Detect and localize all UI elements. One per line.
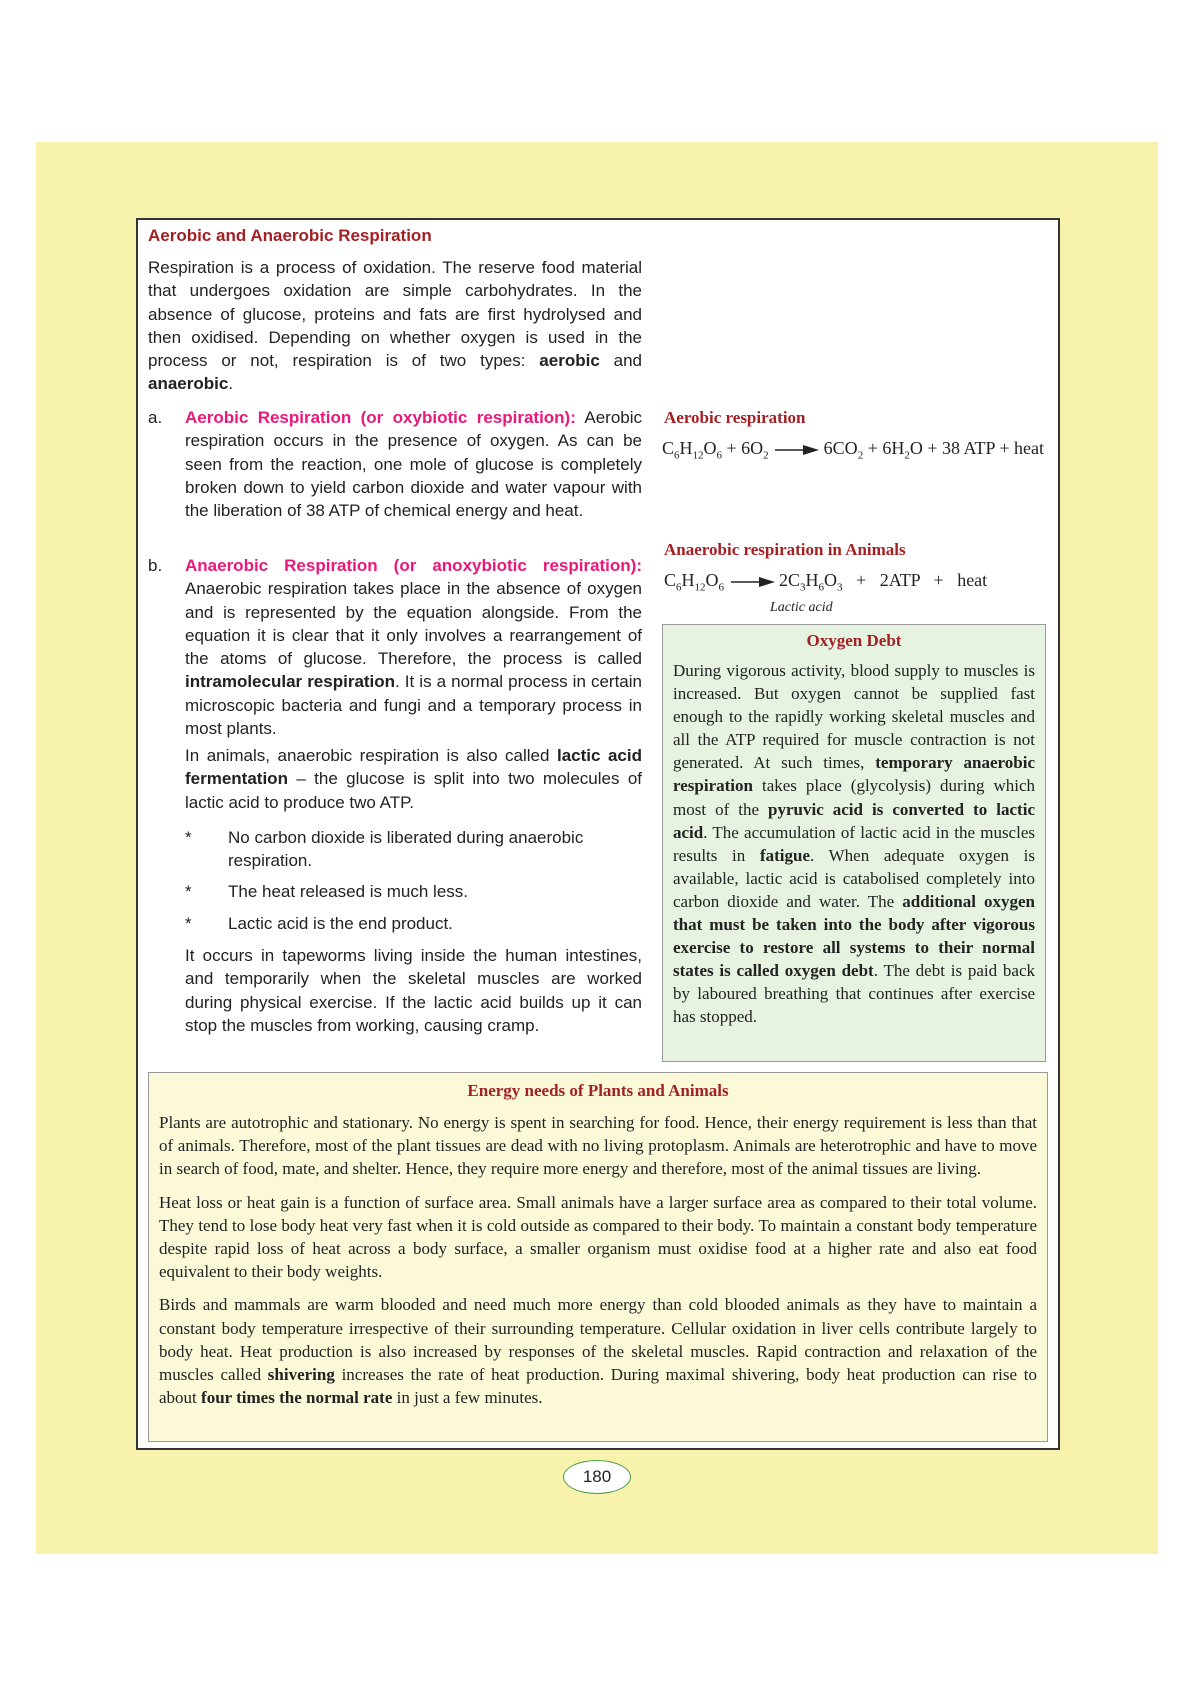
energy-paragraph-1: Plants are autotrophic and stationary. No energy is spent in searching for food. Hence, their energy requirement is less than that of animals. Therefore, most of the plant tissues are dead with no living protoplasm. Animals are heterotrophic and have to move in search of food, mate, and shelter. Hence, they require more energy and therefore, most of the animal tissues are living. [159, 1113, 1037, 1179]
tapeworm-paragraph: It occurs in tapeworms living inside the human intestines, and temporarily when the skeletal muscles are worked during physical exercise. If the lactic acid builds up it can stop the muscles from working, causing cramp. [185, 946, 642, 1035]
od-bold-1: temporary anaerobic respiration [673, 753, 1036, 796]
content-frame [136, 218, 1060, 1450]
aerobic-tail: + 38 ATP + heat [927, 438, 1044, 458]
anaerobic-item-text-end: . It is a normal process in certain microscopic bacteria and fungi and a temporary process in most plants. [185, 672, 642, 739]
aerobic-item-heading: Aerobic Respiration (or oxybiotic respiration): [185, 408, 576, 427]
anaerobic-item-heading: Anaerobic Respiration (or anoxybiotic respiration): [185, 556, 642, 575]
intro-text: Respiration is a process of oxidation. The reserve food material that undergoes oxidation are simple carbohydrates. In the absence of glucose, proteins and fats are first hydrolysed and then oxidised. Depending on whether oxygen is used in the process or not, respiration is of two types: [148, 258, 642, 371]
bullet-text: The heat released is much less. [228, 882, 469, 901]
bullet-star: * [185, 914, 192, 933]
intro-bold-anaerobic: anaerobic [148, 374, 229, 394]
aerobic-item-text: Aerobic respiration occurs in the presence of oxygen. As can be seen from the reaction, one mole of glucose is completely broken down to yield carbon dioxide and water vapour with the liberation of 38 ATP of chemical energy and heat. [185, 408, 642, 521]
bullet-star: * [185, 882, 192, 901]
aerobic-equation: $C_6H_{12}O_6 + 6O_2$ $6CO_2 + 6H_2O + 38$ ATP + heat [662, 438, 1044, 462]
energy-needs-title: Energy needs of Plants and Animals [467, 1081, 729, 1100]
energy-p3-bold-1: shivering [267, 1365, 335, 1385]
energy-p3-text-1: Birds and mammals are warm blooded and need much more energy than cold blooded animals as they have to maintain a constant body temperature irrespective of their surrounding temperature. Cellular oxidation in liver cells contribute largely to body heat. Heat production is also increased by responses of the skeletal muscles. Rapid contraction and relaxation of the muscles called [159, 1295, 1037, 1385]
bullet-text: Lactic acid is the end product. [228, 914, 453, 933]
intro-bold-aerobic: aerobic [539, 351, 600, 371]
bullet-item [185, 912, 642, 935]
od-text-3: . The accumulation of lactic acid in the muscles results in [673, 822, 1035, 865]
intro-paragraph [148, 256, 642, 396]
animals-bold: lactic acid fermentation [185, 746, 642, 789]
od-bold-2: pyruvic acid is converted to lactic acid [673, 799, 1035, 842]
intro-and: and [613, 351, 642, 371]
anaerobic-item-bold: intramolecular respiration [185, 672, 396, 692]
energy-p3-text-2: increases the rate of heat production. During maximal shivering, body heat production can rise to about [159, 1365, 1037, 1408]
anaerobic-item-text: Anaerobic respiration takes place in the absence of oxygen and is represented by the equation alongside. From the equation it is clear that it only involves a rearrangement of the atoms of glucose. Therefore, the process is called [185, 579, 642, 669]
od-bold-4: additional oxygen that must be taken into the body after vigorous exercise to restore all systems to their normal states is called oxygen debt [673, 891, 1035, 981]
anaerobic-heat: heat [957, 570, 988, 590]
oxygen-debt-text [673, 659, 1035, 1029]
energy-p3-text-3: in just a few minutes. [396, 1388, 543, 1408]
animals-text: In animals, anaerobic respiration is also called [185, 746, 550, 765]
reaction-arrow-icon [729, 577, 775, 587]
energy-p3-bold-2: four times the normal rate [201, 1388, 393, 1408]
od-text-1: During vigorous activity, blood supply to muscles is increased. But oxygen cannot be supplied fast enough to the rapidly working skeletal muscles and all the ATP required for muscle contraction is not generated. At such times, [673, 661, 1035, 773]
animals-text-end: – the glucose is split into two molecules of lactic acid to produce two ATP. [185, 769, 642, 812]
oxygen-debt-box [662, 624, 1046, 1062]
lactic-acid-label: Lactic acid [770, 600, 833, 615]
aerobic-equation-title: Aerobic respiration [664, 408, 806, 427]
anaerobic-item [148, 554, 642, 740]
bullet-item [185, 826, 642, 873]
od-text-2: takes place (glycolysis) during which most of the [673, 776, 1035, 819]
reaction-arrow-icon [773, 445, 819, 455]
anaerobic-item-label: b. [148, 556, 163, 575]
od-text-5: . The debt is paid back by laboured breathing that continues after exercise has stopped. [673, 961, 1036, 1027]
bullet-text: No carbon dioxide is liberated during anaerobic respiration. [228, 828, 584, 871]
page-number: 180 [563, 1460, 631, 1494]
aerobic-item [148, 406, 642, 522]
oxygen-debt-title: Oxygen Debt [806, 631, 902, 650]
animals-paragraph [185, 744, 642, 814]
anaerobic-equation-title: Anaerobic respiration in Animals [664, 540, 906, 559]
aerobic-products: 6CO [823, 438, 858, 458]
aerobic-item-label: a. [148, 408, 163, 427]
od-text-4: . When adequate oxygen is available, lactic acid is catabolised completely into carbon dioxide and water. The [673, 845, 1035, 911]
od-bold-3: fatigue [759, 845, 810, 865]
bullet-item [185, 880, 642, 903]
section-title: Aerobic and Anaerobic Respiration [148, 226, 432, 245]
energy-paragraph-2: Heat loss or heat gain is a function of surface area. Small animals have a larger surface area as compared to their total volume. They tend to lose body heat very fast when it is cold outside as compared to their body. To maintain a constant body temperature despite rapid loss of heat across a body surface, a smaller organism must oxidise food at a higher rate and also eat food equivalent to their body weights. [159, 1192, 1037, 1282]
bullet-star: * [185, 828, 192, 847]
anaerobic-atp: 2ATP [879, 570, 921, 590]
anaerobic-products: 2C [779, 570, 801, 590]
intro-end: . [228, 374, 234, 394]
anaerobic-equation: $C_6H_{12}O_6$ $2C_3H_6O_3 + 2ATP$ + heat [664, 570, 988, 594]
energy-needs-box [148, 1072, 1048, 1442]
energy-paragraph-3 [159, 1293, 1037, 1409]
